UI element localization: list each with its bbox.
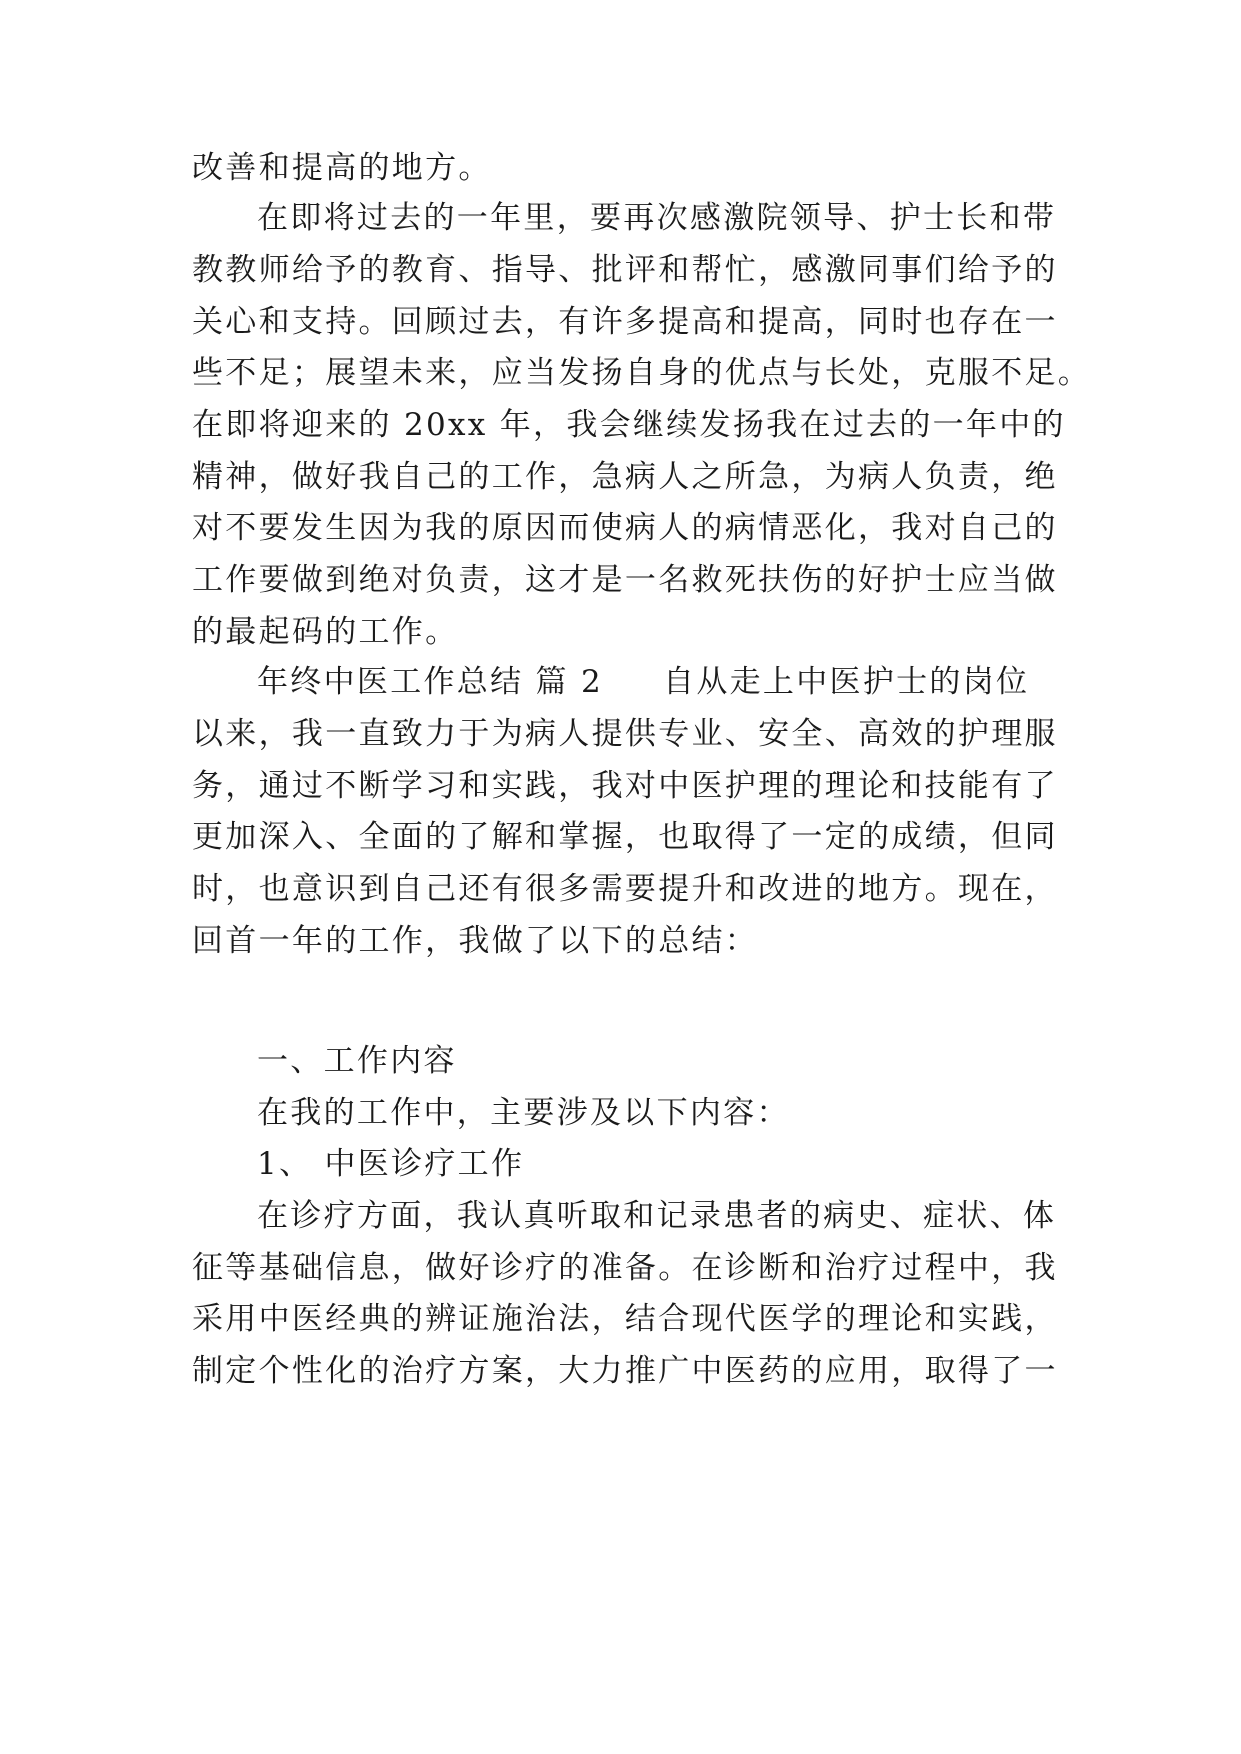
text-line: 征等基础信息，做好诊疗的准备。在诊断和治疗过程中，我 — [192, 1250, 1058, 1286]
section-heading-line — [257, 662, 1029, 702]
text-line: 在即将过去的一年里，要再次感激院领导、护士长和带 — [257, 200, 1057, 236]
text-line: 改善和提高的地方。 — [192, 150, 492, 186]
text-line: 关心和支持。回顾过去，有许多提高和提高，同时也存在一 — [192, 304, 1058, 340]
text-line: 在即将迎来的 20xx 年，我会继续发扬我在过去的一年中的 — [192, 407, 1066, 443]
text-line: 制定个性化的治疗方案，大力推广中医药的应用，取得了一 — [192, 1353, 1058, 1389]
text-line: 务，通过不断学习和实践，我对中医护理的理论和技能有了 — [192, 768, 1058, 804]
text-line: 对不要发生因为我的原因而使病人的病情恶化，我对自己的 — [192, 510, 1058, 546]
text-line: 工作要做到绝对负责，这才是一名救死扶伤的好护士应当做 — [192, 562, 1058, 598]
text-line: 在我的工作中，主要涉及以下内容： — [257, 1095, 790, 1131]
text-line: 的最起码的工作。 — [192, 614, 459, 650]
text-line: 教教师给予的教育、指导、批评和帮忙，感激同事们给予的 — [192, 252, 1058, 288]
text-line: 更加深入、全面的了解和掌握，也取得了一定的成绩，但同 — [192, 819, 1058, 855]
text-line: 精神，做好我自己的工作，急病人之所急，为病人负责，绝 — [192, 459, 1058, 495]
text-line: 以来，我一直致力于为病人提供专业、安全、高效的护理服 — [192, 716, 1058, 752]
section-heading: 年终中医工作总结 篇 2 — [257, 664, 604, 700]
text-line: 在诊疗方面，我认真听取和记录患者的病史、症状、体 — [257, 1198, 1057, 1234]
text-line: 回首一年的工作，我做了以下的总结： — [192, 923, 759, 959]
text-line: 时，也意识到自己还有很多需要提升和改进的地方。现在， — [192, 871, 1058, 907]
subheading-diagnosis: 1、 中医诊疗工作 — [257, 1146, 525, 1182]
text-line: 些不足；展望未来，应当发扬自身的优点与长处，克服不足。 — [192, 355, 1092, 391]
heading-work-content: 一、工作内容 — [257, 1043, 457, 1079]
text-line: 采用中医经典的辨证施治法，结合现代医学的理论和实践， — [192, 1301, 1058, 1337]
paragraph-start: 自从走上中医护士的岗位 — [663, 664, 1030, 700]
